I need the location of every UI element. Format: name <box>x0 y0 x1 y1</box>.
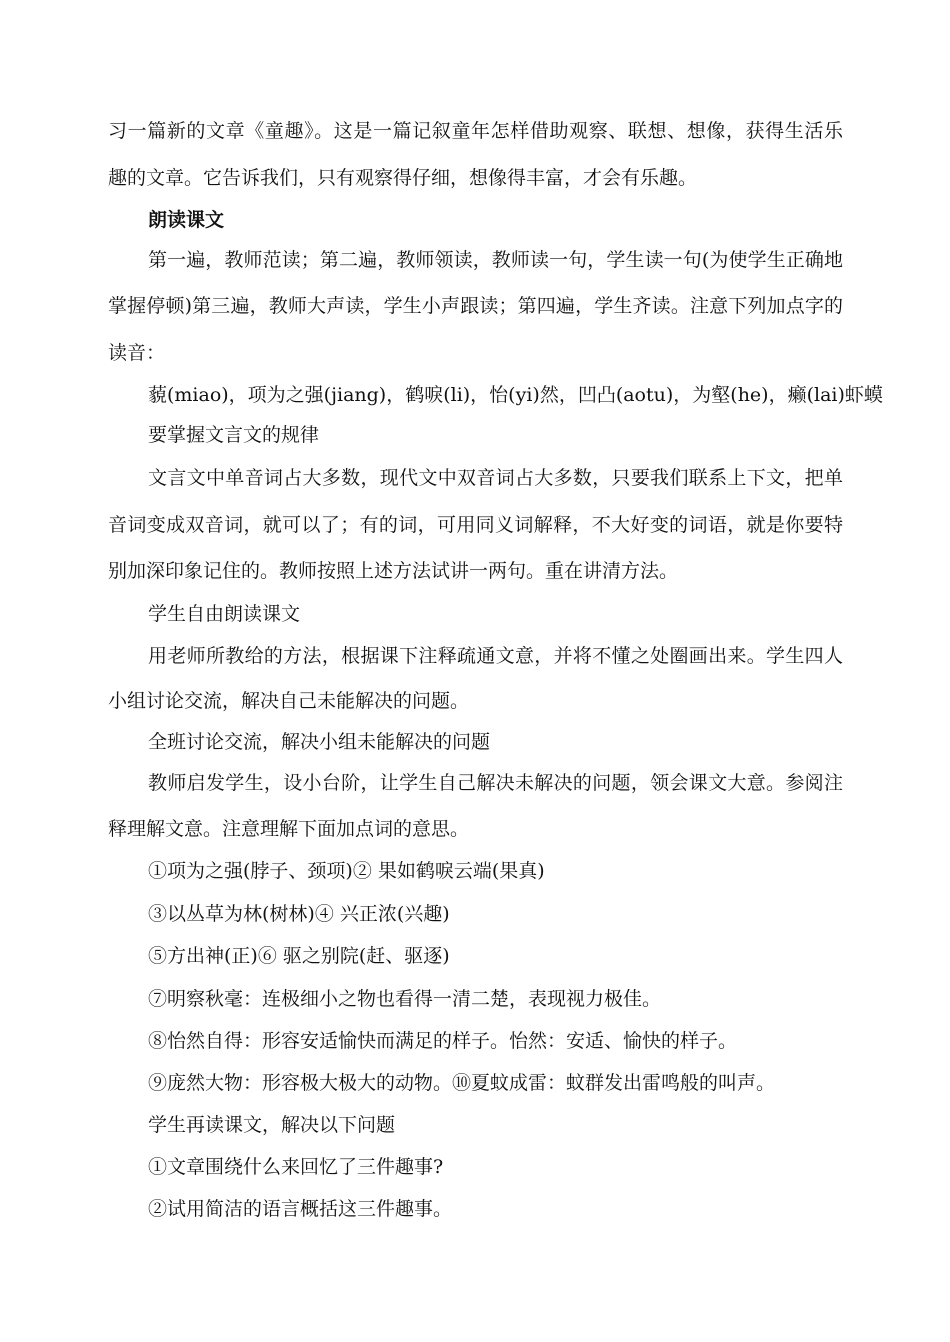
text-line: 别加深印象记住的。教师按照上述方法试讲一两句。重在讲清方法。 <box>108 560 679 582</box>
text-line: 读音： <box>108 342 166 364</box>
text-line: 文言文中单音词占大多数，现代文中双音词占大多数，只要我们联系上下文，把单 <box>148 467 843 489</box>
text-line: 音词变成双音词，就可以了；有的词，可用同义词解释，不大好变的词语，就是你要特 <box>108 514 843 536</box>
list-item: ⑦明察秋毫：连极细小之物也看得一清二楚，表现视力极佳。 <box>148 988 662 1010</box>
list-item: ⑤方出神(正)⑥ 驱之别院(赶、驱逐) <box>148 945 450 967</box>
text-line: 第一遍，教师范读；第二遍，教师领读，教师读一句，学生读一句(为使学生正确地 <box>148 249 843 271</box>
list-item: ①项为之强(脖子、颈项)② 果如鹤唳云端(果真) <box>148 860 545 882</box>
text-line: 用老师所教给的方法，根据课下注释疏通文意，并将不懂之处圈画出来。学生四人 <box>148 645 843 667</box>
text-line: 掌握停顿)第三遍，教师大声读，学生小声跟读；第四遍，学生齐读。注意下列加点字的 <box>108 295 843 317</box>
section-heading: 学生再读课文，解决以下问题 <box>148 1114 396 1136</box>
text-line: 释理解文意。注意理解下面加点词的意思。 <box>108 818 470 840</box>
text-line: 趣的文章。它告诉我们，只有观察得仔细，想像得丰富，才会有乐趣。 <box>108 167 698 189</box>
section-heading: 朗读课文 <box>148 209 225 231</box>
text-line: 习一篇新的文章《童趣》。这是一篇记叙童年怎样借助观察、联想、想像，获得生活乐 <box>108 120 843 142</box>
section-heading: 学生自由朗读课文 <box>148 603 301 625</box>
list-item: ②试用简洁的语言概括这三件趣事。 <box>148 1198 453 1220</box>
text-line: 藐(miao)，项为之强(jiang)，鹤唳(li)，怡(yi)然，凹凸(aotu)，为壑(he)，癞(lai)虾蟆 <box>148 384 883 406</box>
section-heading: 全班讨论交流，解决小组未能解决的问题 <box>148 731 491 753</box>
section-heading: 要掌握文言文的规律 <box>148 424 320 446</box>
list-item: ⑧怡然自得：形容安适愉快而满足的样子。怡然：安适、愉快的样子。 <box>148 1030 738 1052</box>
list-item: ③以丛草为林(树林)④ 兴正浓(兴趣) <box>148 903 450 925</box>
text-line: 小组讨论交流，解决自己未能解决的问题。 <box>108 690 470 712</box>
list-item: ①文章围绕什么来回忆了三件趣事? <box>148 1156 444 1178</box>
list-item: ⑨庞然大物：形容极大极大的动物。⑩夏蚊成雷：蚊群发出雷鸣般的叫声。 <box>148 1072 776 1094</box>
text-line: 教师启发学生，设小台阶，让学生自己解决未解决的问题，领会课文大意。参阅注 <box>148 772 843 794</box>
